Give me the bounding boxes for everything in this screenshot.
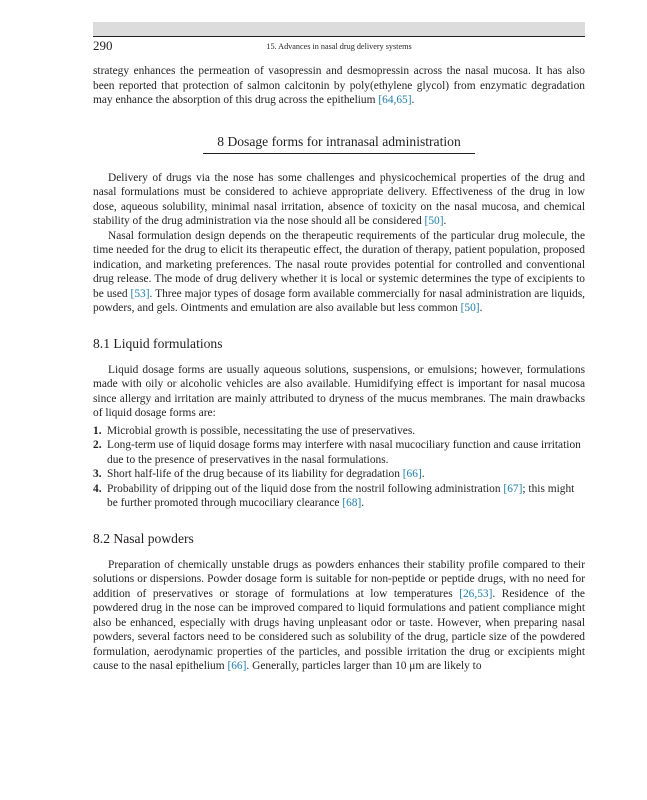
citation-link[interactable]: [50] [424,215,444,227]
citation-link[interactable]: [67] [503,482,523,495]
list-item: 3. Short half-life of the drug because of its liability for degradation [66]. [93,468,425,480]
page-body [93,64,585,674]
running-title: 15. Advances in nasal drug delivery systems [266,42,412,51]
drawbacks-list [93,424,585,511]
header-rule [93,36,585,37]
section-8-1-paragraph: Liquid dosage forms are usually aqueous solutions, suspensions, or emulsions; however, formulations made with oily or alcoholic vehicles are also available. Humidifying effect is important for nasal mucosa since allergy and irritation are mainly attributed to dryness of the mucus membranes. The main drawbacks of liquid dosage forms are: [93,363,585,419]
list-item: 2. Long-term use of liquid dosage forms may interfere with nasal mucociliary function and cause irritation due to the presence of preservatives in the nasal formulations. [93,439,581,466]
section-8-paragraph-2: Nasal formulation design depends on the therapeutic requirements of the particular drug molecule, the time needed for the drug to elicit its therapeutic effect, the duration of therapy, patient population, proposed indication, and marketing preferences. The nasal route provides potential for controlled and conventional drug release. The mode of drug delivery whether it is local or systemic determines the type of excipients to be used [53]. Three major types of dosage form available commercially for nasal administration are liquids, powders, and gels. Ointments and emulation are also available but less common [50]. [93,229,585,314]
section-8-paragraph-1: Delivery of drugs via the nose has some challenges and physicochemical properties of the drug and nasal formulations must be considered to achieve appropriate delivery. Effectiveness of the drug in low dose, aqueous solubility, minimal nasal irritation, absence of toxicity on the nasal mucosa, and chemical stability of the drug administration via the nose should all be considered [50]. [93,171,585,227]
citation-link[interactable]: [66] [402,468,422,480]
citation-link[interactable]: [26,53] [459,587,493,600]
header-band [93,22,585,36]
list-item: 1. Microbial growth is possible, necessitating the use of preservatives. [93,424,416,437]
page-number: 290 [93,38,113,53]
intro-paragraph: strategy enhances the permeation of vasopressin and desmopressin across the nasal mucosa. It has also been reported that protection of salmon calcitonin by poly(ethylene glycol) from enzymatic degradation may enhance the absorption of this drug across the epithelium [64,65]. [93,65,585,106]
citation-link[interactable]: [53] [130,287,150,300]
section-8-title: 8 Dosage forms for intranasal administration [217,133,461,149]
citation-link[interactable]: [50] [460,302,480,314]
citation-link[interactable]: [66] [227,660,247,672]
citation-link[interactable]: [68] [342,497,362,509]
section-8-2-paragraph: Preparation of chemically unstable drugs as powders enhances their stability profile compared to their solutions or dispersions. Powder dosage form is suitable for non-peptide or peptide drugs, with no need for addition of preservatives or storage of formulations at low temperatures [26,53]. Residence of the powdered drug in the nose can be improved compared to liquid formulations and patient compliance might also be enhanced, especially with drugs having unpleasant odor or taste. However, when preparing nasal powders, several factors need to be considered such as solubility of the drug, particle size of the powdered formulation, aerodynamic properties of the particles, and possible irritation the drug or excipients might cause to the nasal epithelium [66]. Generally, particles larger than 10 μm are likely to [93,558,585,672]
citation-link[interactable]: [64,65] [378,94,412,106]
section-8-1-title: 8.1 Liquid formulations [93,335,223,351]
section-8-2-title: 8.2 Nasal powders [93,530,194,546]
section-title-rule [203,153,475,154]
list-item: 4. Probability of dripping out of the liquid dose from the nostril following administration [67]; this might be further promoted through mucociliary clearance [68]. [93,482,575,509]
